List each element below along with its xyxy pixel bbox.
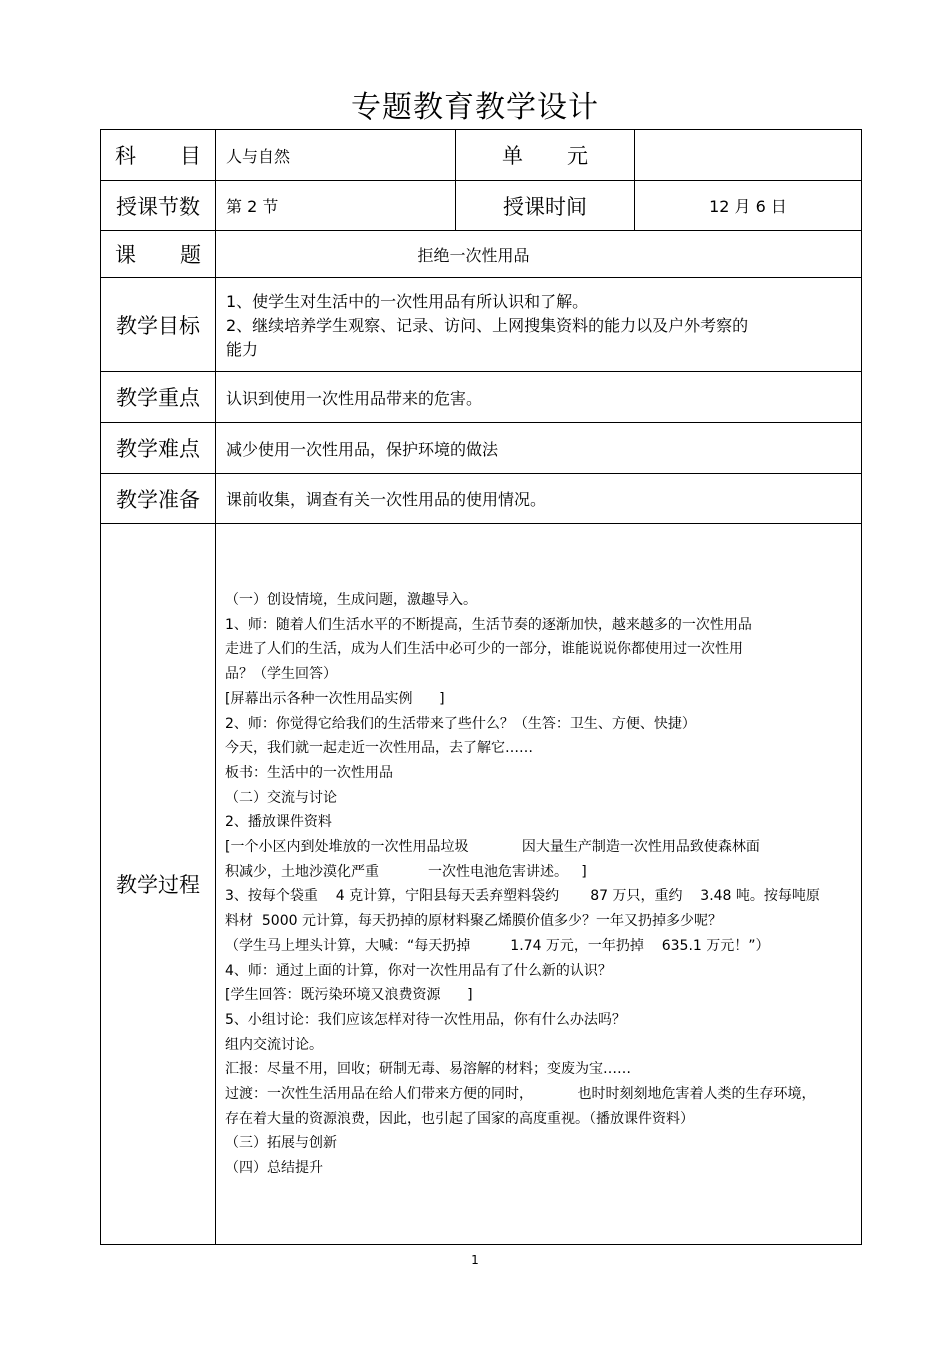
- row-goals: [101, 278, 862, 372]
- difficulty-label: 教学难点: [101, 423, 216, 474]
- process-line: 1、师：随着人们生活水平的不断提高，生活节奏的逐渐加快，越来越多的一次性用品: [225, 616, 752, 633]
- goal-text: [216, 278, 862, 372]
- process-line: [一个小区内到处堆放的一次性用品垃圾 因大量生产制造一次性用品致使森林面: [225, 839, 760, 856]
- difficulty-value: 减少使用一次性用品，保护环境的做法: [216, 423, 862, 474]
- page-title: 专题教育教学设计: [351, 90, 599, 125]
- process-line: 2、播放课件资料: [225, 814, 332, 831]
- process-line: （学生马上埋头计算，大喊：“每天扔掉 1.74 万元，一年扔掉 635.1 万元！”）: [225, 937, 770, 954]
- page-number: 1: [471, 1253, 479, 1267]
- unit-value: [635, 130, 862, 181]
- time-value: 12 月 6 日: [635, 181, 862, 231]
- process-line: （二）交流与讨论: [225, 789, 337, 806]
- process-line: 2、师：你觉得它给我们的生活带来了些什么？（生答：卫生、方便、快捷）: [225, 715, 696, 732]
- key-value: 认识到使用一次性用品带来的危害。: [216, 372, 862, 423]
- goal-line: 2、继续培养学生观察、记录、访问、上网搜集资料的能力以及户外考察的: [226, 315, 749, 335]
- process-line: 组内交流讨论。: [225, 1036, 323, 1053]
- row-session: [101, 181, 862, 231]
- process-line: 存在着大量的资源浪费，因此，也引起了国家的高度重视。（播放课件资料）: [225, 1110, 694, 1127]
- process-line: 板书：生活中的一次性用品: [225, 764, 393, 781]
- lesson-plan-table: [100, 129, 862, 1245]
- topic-label: 课题: [101, 231, 216, 278]
- time-label: 授课时间: [456, 181, 635, 231]
- process-line: 3、按每个袋重 4 克计算，宁阳县每天丢弃塑料袋约 87 万只，重约 3.48 吨。按每吨原: [225, 888, 820, 905]
- process-line: 汇报：尽量不用，回收；研制无毒、易溶解的材料；变废为宝……: [225, 1061, 631, 1078]
- process-line: [学生回答：既污染环境又浪费资源 ]: [225, 987, 473, 1004]
- process-line: [屏幕出示各种一次性用品实例 ]: [225, 690, 445, 707]
- process-line: 积减少，土地沙漠化严重 一次性电池危害讲述。 ]: [225, 863, 587, 880]
- process-line: 5、小组讨论：我们应该怎样对待一次性用品，你有什么办法吗？: [225, 1011, 626, 1028]
- goal-label: 教学目标: [101, 278, 216, 372]
- row-subject: [101, 130, 862, 181]
- prep-value: 课前收集，调查有关一次性用品的使用情况。: [216, 474, 862, 524]
- row-preparation: [101, 474, 862, 524]
- subject-value: 人与自然: [216, 130, 456, 181]
- process-line: 走进了人们的生活，成为人们生活中必可少的一部分，谁能说说你都使用过一次性用: [225, 641, 743, 658]
- row-process: [101, 524, 862, 1245]
- session-value: 第 2 节: [216, 181, 456, 231]
- process-line: （一）创设情境，生成问题，激趣导入。: [225, 592, 477, 608]
- topic-value: 拒绝一次性用品: [216, 231, 862, 278]
- process-line: 今天，我们就一起走近一次性用品，去了解它……: [225, 740, 533, 757]
- process-label: 教学过程: [101, 524, 216, 1245]
- process-line: （四）总结提升: [225, 1160, 323, 1177]
- subject-label: 科目: [101, 130, 216, 181]
- row-key-point: [101, 372, 862, 423]
- process-line: （三）拓展与创新: [225, 1135, 337, 1152]
- process-line: 品？（学生回答）: [225, 666, 337, 683]
- session-label: 授课节数: [101, 181, 216, 231]
- goal-line: 能力: [226, 339, 259, 359]
- process-line: 4、师：通过上面的计算，你对一次性用品有了什么新的认识？: [225, 962, 612, 979]
- row-topic: [101, 231, 862, 278]
- key-label: 教学重点: [101, 372, 216, 423]
- row-difficulty: [101, 423, 862, 474]
- process-text: [216, 524, 862, 1245]
- process-line: 过渡：一次性生活用品在给人们带来方便的同时， 也时时刻刻地危害着人类的生存环境，: [225, 1086, 816, 1103]
- goal-line: 1、使学生对生活中的一次性用品有所认识和了解。: [226, 291, 589, 311]
- unit-label: 单元: [456, 130, 635, 181]
- process-line: 料材 5000 元计算，每天扔掉的原材料聚乙烯膜价值多少？一年又扔掉多少呢？: [225, 913, 722, 930]
- prep-label: 教学准备: [101, 474, 216, 524]
